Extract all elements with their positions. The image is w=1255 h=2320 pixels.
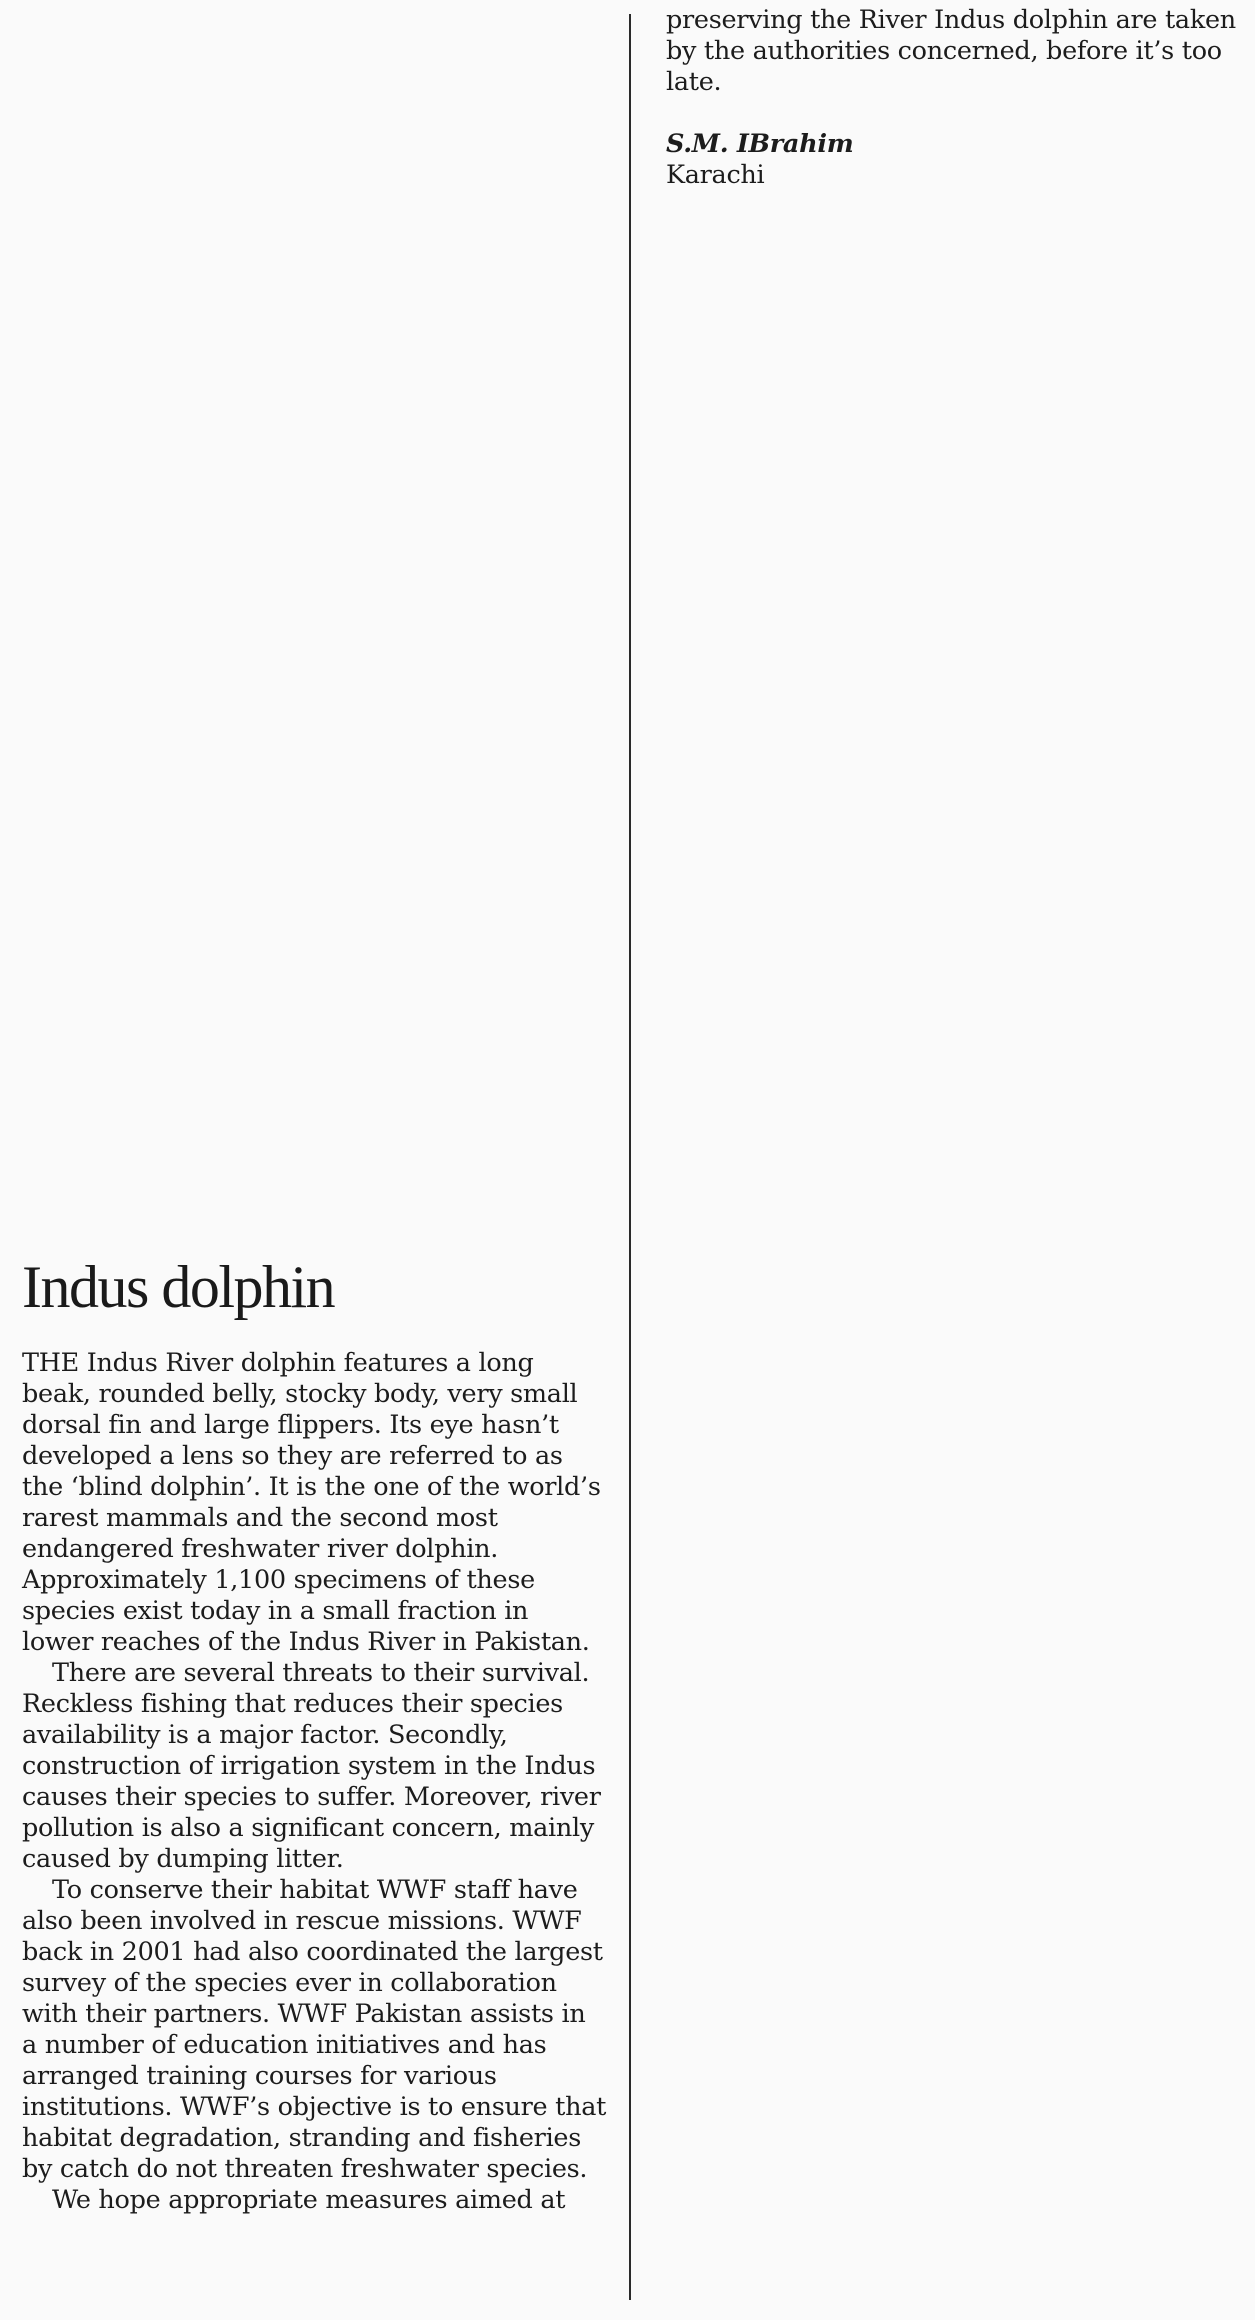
- article-continuation-block: [666, 5, 1236, 98]
- article-paragraph: We hope appropriate measures aimed at: [52, 2185, 566, 2215]
- article-paragraph: There are several threats to their survival. Reckless fishing that reduces their species availability is a major factor. Secondly, construction of irrigation system in the Indus causes their species to suffer. Moreover, river pollution is also a significant concern, mainly caused by dumping litter.: [22, 1658, 601, 1874]
- article-continuation: preserving the River Indus dolphin are taken by the authorities concerned, before it’s too late.: [666, 5, 1236, 97]
- article-paragraph: To conserve their habitat WWF staff have also been involved in rescue missions. WWF back in 2001 had also coordinated the largest survey of the species ever in collaboration with their partners. WWF Pakistan assists in a number of education initiatives and has arranged training courses for various institutions. WWF’s objective is to ensure that habitat degradation, stranding and fisheries by catch do not threaten freshwater species.: [22, 1875, 607, 2184]
- author-city: Karachi: [666, 160, 765, 190]
- column-divider: [629, 14, 631, 2300]
- article-headline: Indus dolphin: [22, 1254, 335, 1320]
- article-body: [22, 1348, 607, 2216]
- left-column: [22, 1248, 607, 2216]
- letter-signature: [666, 129, 1236, 191]
- right-column: [666, 5, 1236, 191]
- article-paragraph: THE Indus River dolphin features a long beak, rounded belly, stocky body, very small dorsal fin and large flippers. Its eye hasn’t developed a lens so they are referred to as the ‘blind dolphin’. It is the one of the world’s rarest mammals and the second most endangered freshwater river dolphin. Approximately 1,100 specimens of these species exist today in a small fraction in lower reaches of the Indus River in Pakistan.: [22, 1348, 601, 1657]
- author-name: S.M. IBrahim: [666, 129, 854, 159]
